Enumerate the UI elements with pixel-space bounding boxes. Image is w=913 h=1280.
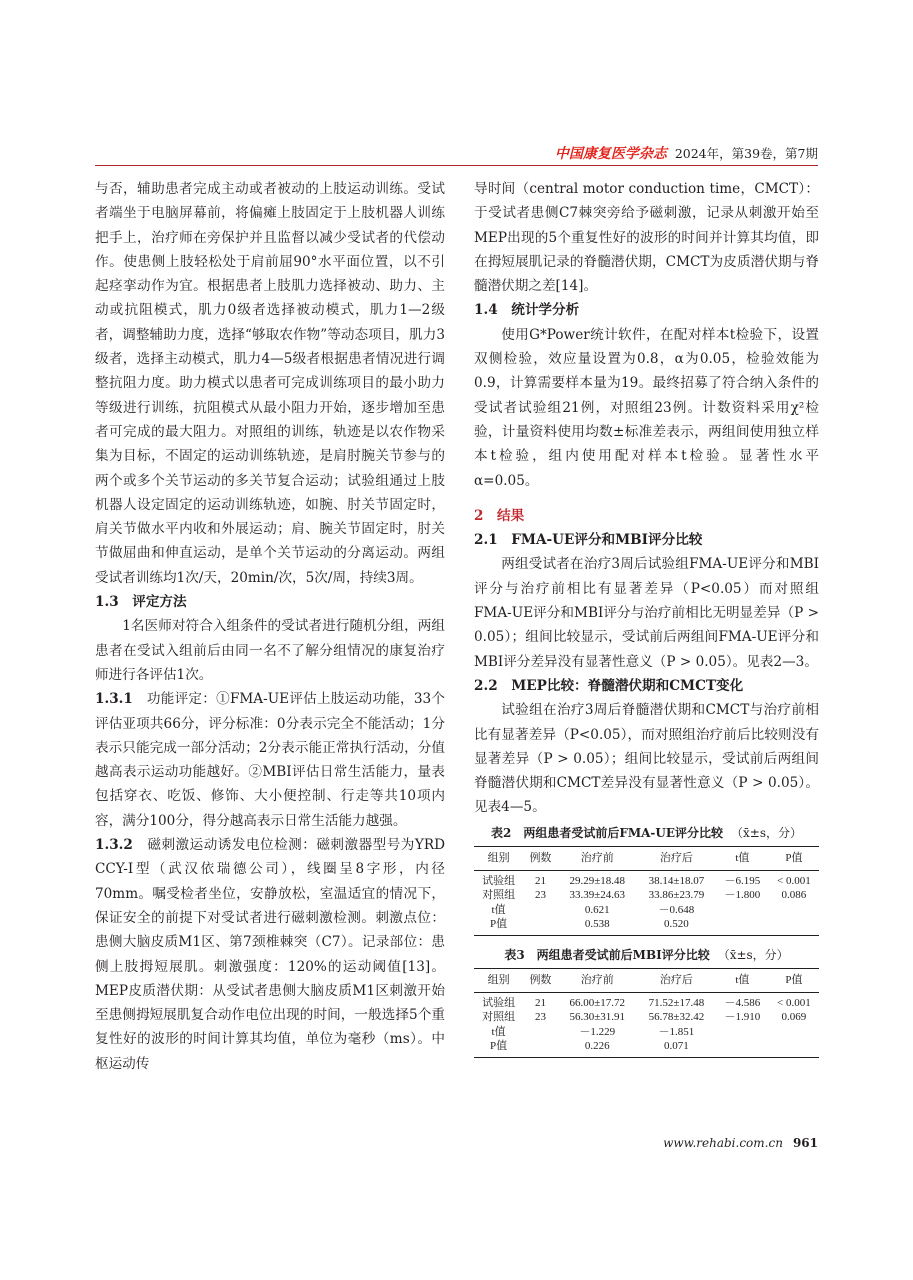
cell — [716, 1039, 769, 1057]
cell: 0.520 — [637, 917, 716, 935]
cell — [523, 1039, 558, 1057]
cell: －1.800 — [724, 889, 761, 902]
cell: －6.195 — [724, 874, 761, 887]
cell: 0.621 — [584, 903, 610, 916]
cell: 试验组 — [482, 874, 516, 887]
cell: 对照组 — [482, 1011, 516, 1024]
cell: －1.229 — [579, 1025, 616, 1038]
section-heading-1-3: 1.3 评定方法 — [95, 594, 187, 611]
cell: －4.586 — [724, 996, 761, 1009]
cell — [769, 1039, 819, 1057]
paragraph-1-3-2 — [95, 833, 445, 1076]
table-row — [474, 870, 819, 888]
column-header: P值 — [769, 969, 819, 993]
section-heading-2-2: 2.2 MEP比较：脊髓潜伏期和CMCT变化 — [474, 677, 744, 694]
cell: t值 — [491, 1025, 506, 1038]
subsection-number: 1.3.1 — [95, 691, 133, 708]
cell: 0.069 — [781, 1011, 807, 1024]
cell — [523, 917, 558, 935]
page-footer — [663, 1136, 818, 1150]
cell: 23 — [534, 889, 546, 902]
column-header: 治疗前 — [558, 969, 637, 993]
issue-info: 2024年，第39卷，第7期 — [674, 146, 818, 161]
section-heading-1-4: 1.4 统计学分析 — [474, 302, 580, 319]
cell: －1.851 — [658, 1025, 695, 1038]
paragraph: 1名医师对符合入组条件的受试者进行随机分组，两组患者在受试入组前后由同一名不了解分组情况的康复治疗师进行各评估1次。 — [95, 618, 445, 683]
journal-name: 中国康复医学杂志 — [554, 146, 667, 162]
subsection-number: 1.3.2 — [95, 837, 133, 854]
table-title-text: 表2 两组患者受试前后FMA-UE评分比较 — [490, 825, 724, 840]
cell: 66.00±17.72 — [569, 996, 626, 1009]
table-row — [474, 1039, 819, 1057]
cell: 38.14±18.07 — [648, 874, 705, 887]
paragraph-text: 功能评定：①FMA-UE评估上肢运动功能，33个评估亚项共66分，评分标准：0分表示完全不能活动；1分表示只能完成一部分活动；2分表示能正常执行活动，分值越高表示运动功能越好。②MBI评估日常生活能力，量表包括穿衣、吃饭、修饰、大小便控制、行走等共10项内容，满分100分，得分越高表示日常生活能力越强。 — [95, 691, 445, 829]
cell — [716, 1025, 769, 1040]
cell — [769, 1025, 819, 1040]
cell: P值 — [474, 1039, 523, 1057]
column-header: 组别 — [474, 969, 523, 993]
cell: －0.648 — [658, 903, 695, 916]
cell: 试验组 — [482, 996, 516, 1009]
table-unit: （x̄±s，分） — [731, 825, 803, 840]
column-header: 治疗后 — [637, 847, 716, 871]
cell: 0.538 — [558, 917, 637, 935]
column-header: 治疗后 — [637, 969, 716, 993]
column-header: P值 — [769, 847, 819, 871]
cell — [716, 903, 769, 918]
data-table — [474, 968, 819, 1058]
cell: t值 — [491, 903, 506, 916]
paragraph-1-3-1 — [95, 687, 445, 833]
table-title — [474, 826, 819, 841]
cell: 对照组 — [482, 889, 516, 902]
section-heading-2-1: 2.1 FMA-UE评分和MBI评分比较 — [474, 532, 703, 549]
paragraph-text: 磁刺激运动诱发电位检测：磁刺激器型号为YRD CCY-I型（武汉依瑞德公司），线圈呈8字形，内径70mm。嘱受检者坐位，安静放松，室温适宜的情况下，保证安全的前提下对受试者进行磁刺激检测。刺激点位：患侧大脑皮质M1区、第7颈椎棘突（C7）。记录部位：患侧上肢拇短展肌。刺激强度：120%的运动阈值[13]。MEP皮质潜伏期：从受试者患侧大脑皮质M1区刺激开始至患侧拇短展肌复合动作电位出现的时间，一般选择5个重复性好的波形的时间计算其均值，单位为毫秒（ms）。中枢运动传 — [95, 837, 445, 1072]
data-table — [474, 846, 819, 936]
cell: 0.226 — [558, 1039, 637, 1057]
header-rule — [95, 165, 818, 166]
paragraph: 导时间（central motor conduction time，CMCT）：于受试者患侧C7棘突旁给予磁刺激，记录从刺激开始至MEP出现的5个重复性好的波形的时间并计算其均值，即在拇短展肌记录的脊髓潜伏期，CMCT为皮质潜伏期与脊髓潜伏期之差[14]。 — [474, 181, 819, 295]
cell: 0.071 — [637, 1039, 716, 1057]
cell: 33.39±24.63 — [569, 889, 626, 902]
paragraph: 试验组在治疗3周后脊髓潜伏期和CMCT与治疗前相比有显著差异（P<0.05），而对照组治疗前后比较则没有显著差异（P > 0.05）；组间比较显示，受试前后两组间脊髓潜伏期和CMCT差异没有显著性意义（P > 0.05）。见表4—5。 — [474, 702, 819, 816]
section-heading-results: 2 结果 — [474, 507, 525, 524]
cell: 29.29±18.48 — [569, 874, 626, 887]
cell: 71.52±17.48 — [648, 996, 705, 1009]
table-row — [474, 888, 819, 903]
paragraph: 与否，辅助患者完成主动或者被动的上肢运动训练。受试者端坐于电脑屏幕前，将偏瘫上肢固定于上肢机器人训练把手上，治疗师在旁保护并且监督以减少受试者的代偿动作。使患侧上肢轻松处于肩前屈90°水平面位置，以不引起痉挛动作为宜。根据患者上肢肌力选择被动、助力、主动或抗阻模式，肌力0级者选择被动模式，肌力1—2级者，调整辅助力度，选择“够取农作物”等动态项目，肌力3级者，选择主动模式，肌力4—5级者根据患者情况进行调整抗阻力度。助力模式以患者可完成训练项目的最小助力等级进行训练，抗阻模式从最小阻力开始，逐步增加至患者可完成的最大阻力。对照组的训练，轨迹是以农作物采集为目标，不固定的运动训练轨迹，是肩肘腕关节参与的两个或多个关节运动的多关节复合运动；试验组通过上肢机器人设定固定的运动训练轨迹，如腕、肘关节固定时，肩关节做水平内收和外展运动；肩、腕关节固定时，肘关节做屈曲和伸直运动，是单个关节运动的分离运动。两组受试者训练均1次/天，20min/次，5次/周，持续3周。 — [95, 181, 445, 586]
cell — [523, 903, 558, 918]
cell: < 0.001 — [777, 996, 811, 1009]
cell: < 0.001 — [777, 874, 811, 887]
running-header — [555, 143, 818, 163]
cell: 21 — [534, 996, 546, 1009]
cell: 33.86±23.79 — [648, 889, 705, 902]
column-header: 例数 — [523, 847, 558, 871]
paragraph: 两组受试者在治疗3周后试验组FMA-UE评分和MBI评分与治疗前相比有显著差异（P<0.05）而对照组FMA-UE评分和MBI评分与治疗前相比无明显差异（P > 0.05）；组间比较显示，受试前后两组间FMA-UE评分和MBI评分差异没有显著性意义（P > 0.05）。见表2—3。 — [474, 556, 819, 670]
table-title — [474, 948, 819, 963]
table-row — [474, 992, 819, 1010]
table-3 — [474, 948, 819, 1058]
cell — [769, 903, 819, 918]
page-number: 961 — [792, 1136, 818, 1150]
table-title-text: 表3 两组患者受试前后MBI评分比较 — [504, 947, 710, 962]
paragraph: 使用G*Power统计软件，在配对样本t检验下，设置双侧检验，效应量设置为0.8，α为0.05，检验效能为0.9，计算需要样本量为19。最终招募了符合纳入条件的受试者试验组21例，对照组23例。计数资料采用χ²检验，计量资料使用均数±标准差表示，两组间使用独立样本t检验，组内使用配对样本t检验。显著性水平α=0.05。 — [474, 326, 819, 489]
cell: 56.78±32.42 — [648, 1011, 705, 1024]
cell — [523, 1025, 558, 1040]
cell — [716, 917, 769, 935]
table-row — [474, 917, 819, 935]
column-header: t值 — [716, 969, 769, 993]
column-header: 治疗前 — [558, 847, 637, 871]
table-row — [474, 903, 819, 918]
right-column — [474, 177, 819, 1058]
table-2 — [474, 826, 819, 936]
column-header: 组别 — [474, 847, 523, 871]
left-column — [95, 177, 445, 1076]
column-header: t值 — [716, 847, 769, 871]
table-unit: （x̄±s，分） — [717, 947, 789, 962]
cell: 0.086 — [781, 889, 807, 902]
cell: 56.30±31.91 — [569, 1011, 626, 1024]
table-row — [474, 1010, 819, 1025]
table-row — [474, 1025, 819, 1040]
cell: P值 — [474, 917, 523, 935]
cell: 21 — [534, 874, 546, 887]
journal-url: www.rehabi.com.cn — [663, 1136, 783, 1150]
cell: －1.910 — [724, 1011, 761, 1024]
cell: 23 — [534, 1011, 546, 1024]
cell — [769, 917, 819, 935]
column-header: 例数 — [523, 969, 558, 993]
